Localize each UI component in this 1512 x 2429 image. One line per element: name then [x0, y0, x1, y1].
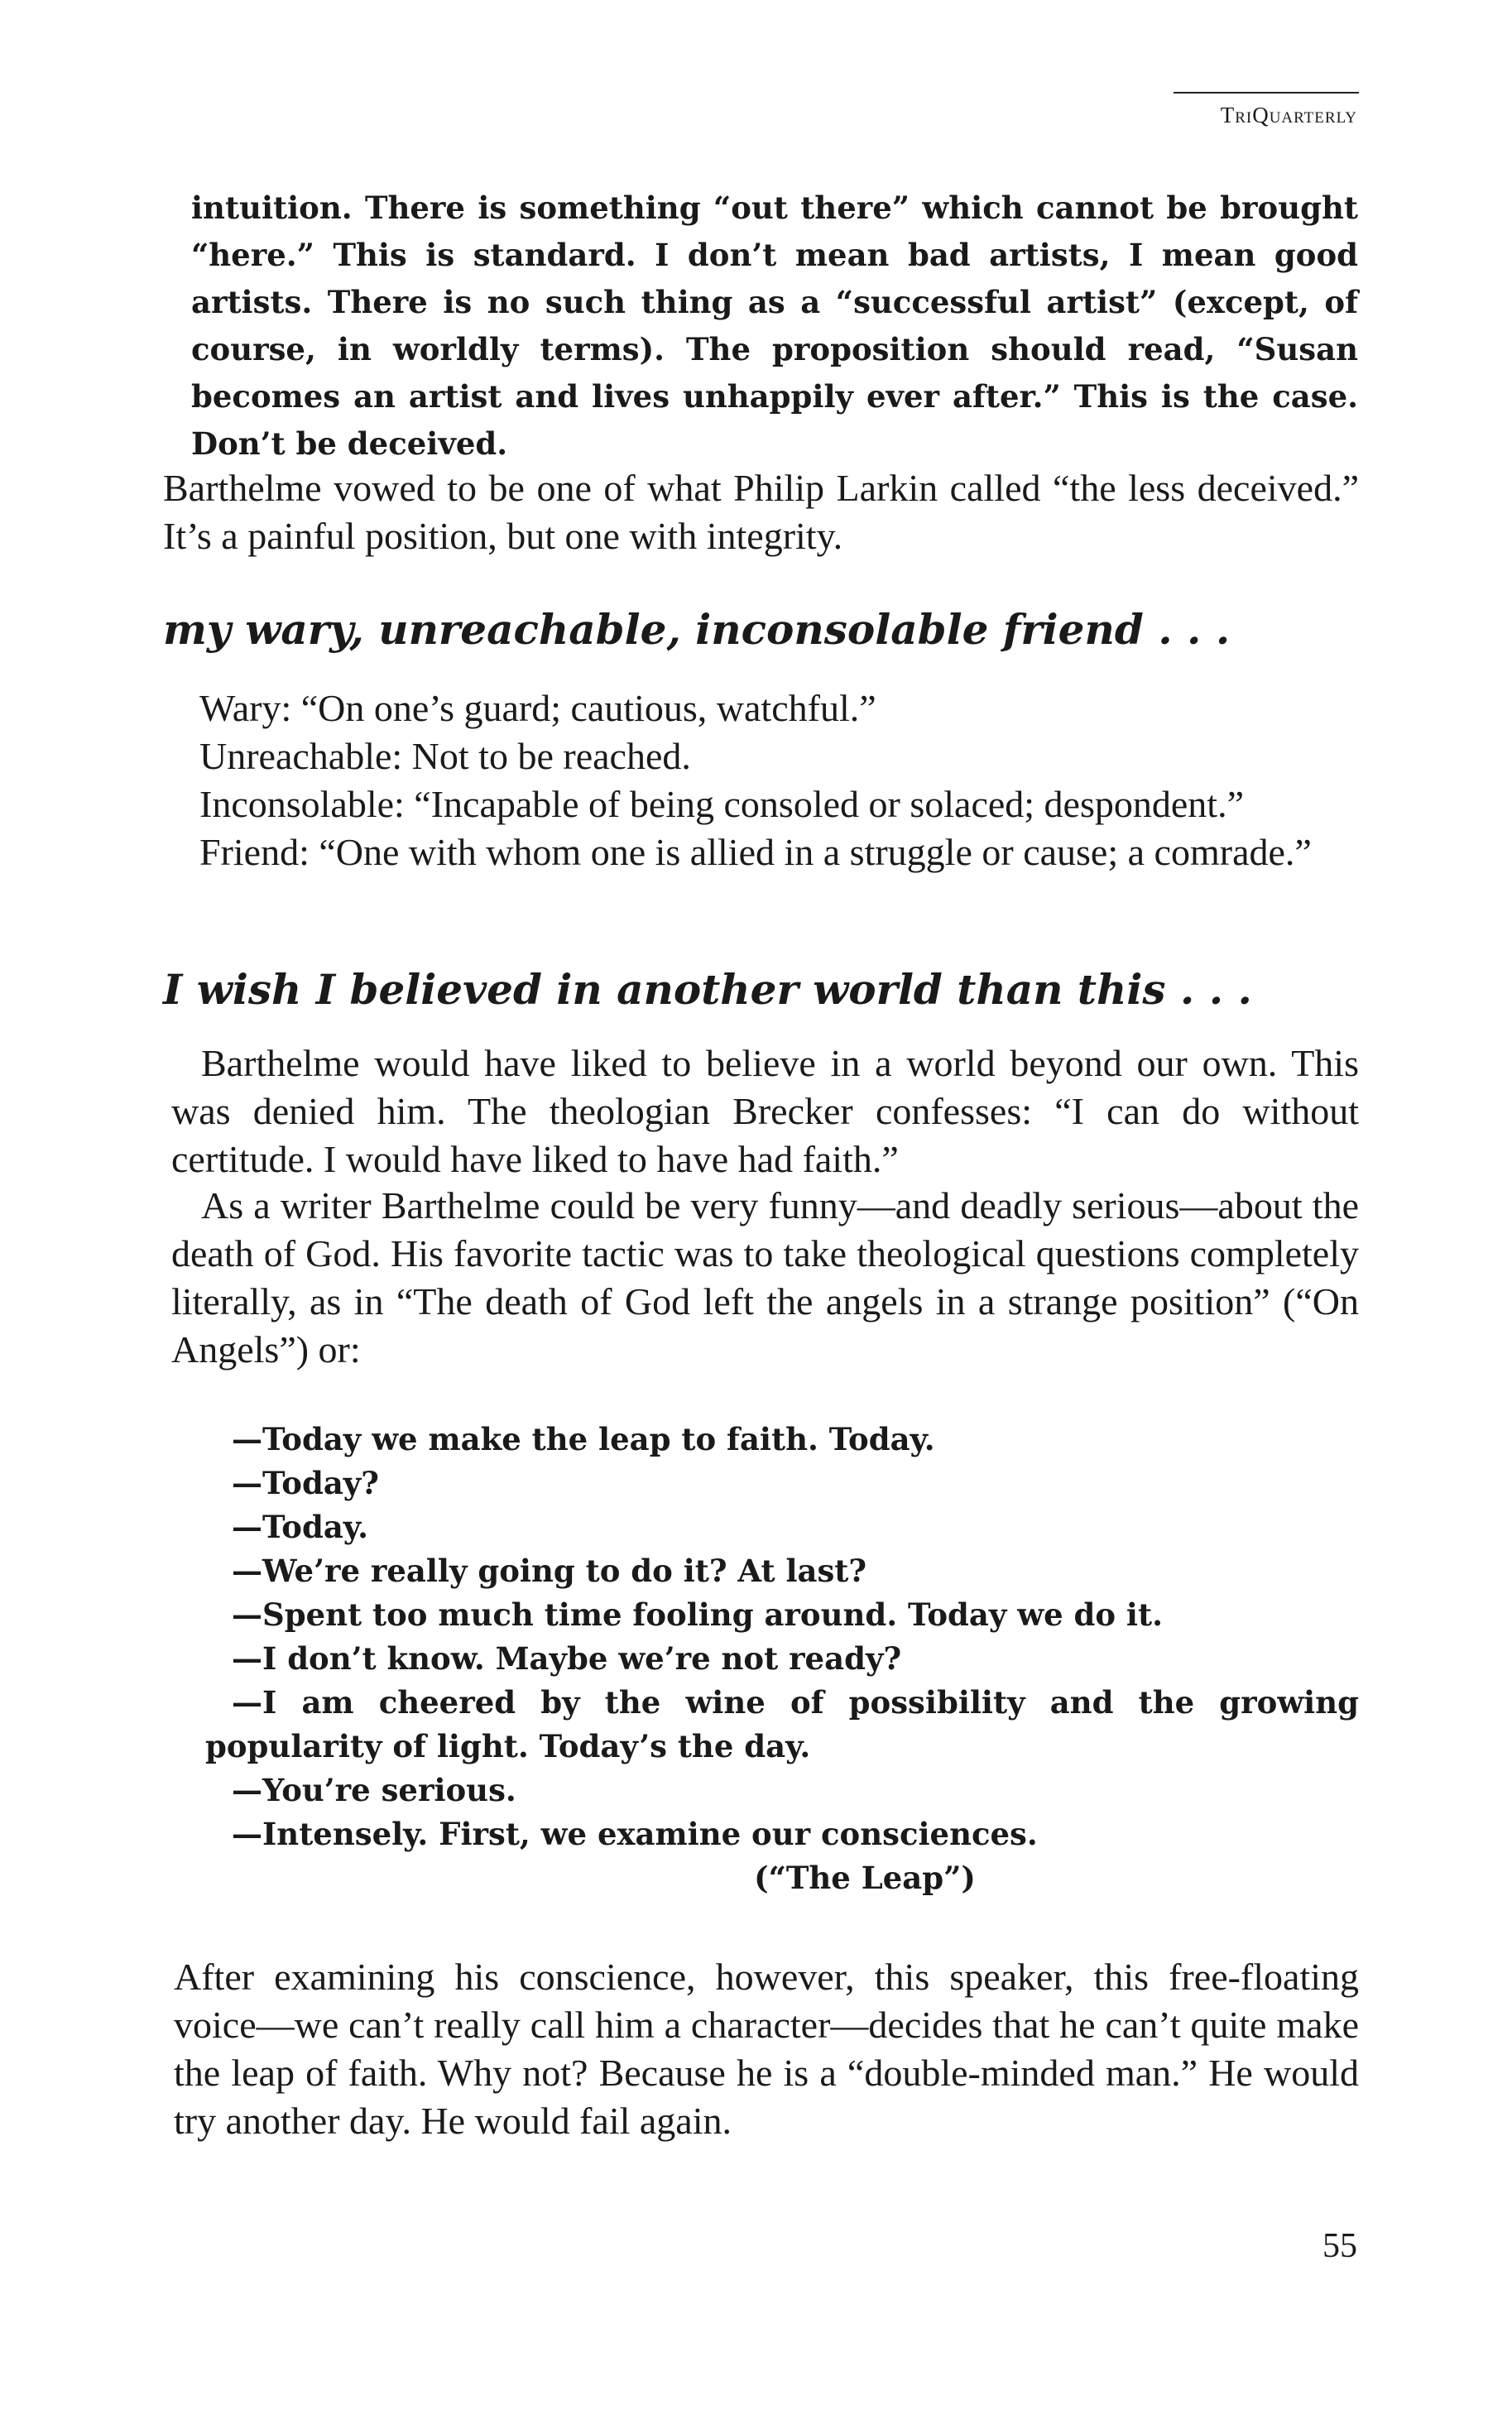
definitions-list — [163, 684, 1359, 876]
dialogue-line: —Intensely. First, we examine our consciences. — [232, 1816, 1038, 1852]
dialogue-line: —We’re really going to do it? At last? — [232, 1553, 867, 1589]
paragraph-larkin — [163, 464, 1359, 560]
paragraph-text: As a writer Barthelme could be very funny—and deadly serious—about the death of God. His favorite tactic was to take theological questions completely literally, as in “The death of God left the angels in a strange position” (“On Angels”) or: — [171, 1184, 1359, 1371]
dialogue-line: —I am cheered by the wine of possibility and the growing popularity of light. Today’s the day. — [205, 1684, 1359, 1764]
page-number: 55 — [1322, 2227, 1357, 2265]
definition-wary: Wary: “On one’s guard; cautious, watchful.” — [199, 687, 876, 729]
dialogue-line: —Today we make the leap to faith. Today. — [232, 1421, 935, 1457]
dialogue-line: —Spent too much time fooling around. Today we do it. — [232, 1596, 1163, 1633]
section-heading-world: I wish I believed in another world than this . . . — [163, 965, 1252, 1014]
dialogue-citation: (“The Leap”) — [754, 1860, 976, 1896]
section-heading-friend: my wary, unreachable, inconsolable friend . . . — [163, 605, 1231, 654]
dialogue-line: —I don’t know. Maybe we’re not ready? — [232, 1640, 902, 1677]
definition-unreachable: Unreachable: Not to be reached. — [199, 735, 691, 777]
paragraph-belief — [171, 1039, 1359, 1183]
paragraph-text: After examining his conscience, however, this speaker, this free-floating voice—we can’t really call him a character—decides that he can’t quite make the leap of faith. Why not? Because he is a “double-minded man.” He would try another day. He would fail again. — [174, 1956, 1359, 2142]
running-head: TriQuarterly — [1220, 103, 1357, 127]
definition-friend: Friend: “One with whom one is allied in a struggle or cause; a comrade.” — [199, 831, 1312, 873]
dialogue-line: —Today. — [232, 1509, 368, 1545]
paragraph-after — [174, 1953, 1359, 2145]
paragraph-text: Barthelme would have liked to believe in a world beyond our own. This was denied him. The theologian Brecker confesses: “I can do without certitude. I would have liked to have had faith.” — [171, 1042, 1359, 1180]
dialogue-excerpt — [205, 1418, 1359, 1900]
dialogue-line: —Today? — [232, 1465, 379, 1501]
header-rule — [1174, 92, 1359, 94]
dialogue-line: —You’re serious. — [232, 1772, 516, 1808]
paragraph-text: Barthelme vowed to be one of what Philip Larkin called “the less deceived.” It’s a painful position, but one with integrity. — [163, 467, 1359, 557]
definition-inconsolable: Inconsolable: “Incapable of being consoled or solaced; despondent.” — [199, 783, 1244, 825]
paragraph-writer — [171, 1182, 1359, 1374]
quoted-passage: intuition. There is something “out there” which cannot be brought “here.” This is standard. I don’t mean bad artists, I mean good artists. There is no such thing as a “successful artist” (except, of course, in worldly terms). The proposition should read, “Susan becomes an artist and lives unhappily ever after.” This is the case. Don’t be deceived. — [191, 190, 1358, 462]
